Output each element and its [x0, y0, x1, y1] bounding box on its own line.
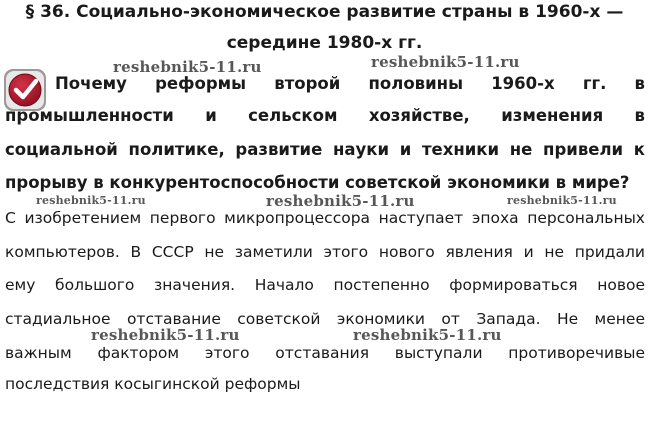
question-line: прорыву в конкурентоспособности советской экономики в мире?: [5, 173, 630, 192]
watermark: reshebnik5-11.ru: [371, 53, 520, 71]
watermark: reshebnik5-11.ru: [113, 58, 262, 76]
watermark: reshebnik5-11.ru: [507, 194, 617, 207]
page-title-line-1: § 36. Социально-экономическое развитие страны в 1960-х —: [25, 2, 624, 22]
question-line: Почему реформы второй половины 1960-х гг. в: [55, 74, 645, 93]
answer-line: ему большого значения. Начало постепенно формироваться новое: [5, 276, 645, 294]
question-line: промышленности и сельском хозяйстве, изменения в: [5, 106, 645, 125]
answer-line: стадиальное отставание советской экономики от Запада. Не менее: [5, 310, 645, 328]
answer-line: С изобретением первого микропроцессора наступает эпоха персональных: [5, 209, 645, 227]
page-title-line-2: середине 1980-х гг.: [226, 33, 423, 53]
answer-line: важным фактором этого отставания выступали противоречивые: [5, 344, 645, 362]
watermark: reshebnik5-11.ru: [91, 326, 240, 344]
answer-line: последствия косыгинской реформы: [5, 375, 301, 393]
answer-line: компьютеров. В СССР не заметили этого нового явления и не придали: [5, 243, 645, 261]
question-line: социальной политике, развитие науки и техники не привели к: [5, 140, 645, 159]
watermark: reshebnik5-11.ru: [36, 194, 146, 207]
watermark: reshebnik5-11.ru: [353, 326, 502, 344]
watermark: reshebnik5-11.ru: [266, 192, 415, 210]
